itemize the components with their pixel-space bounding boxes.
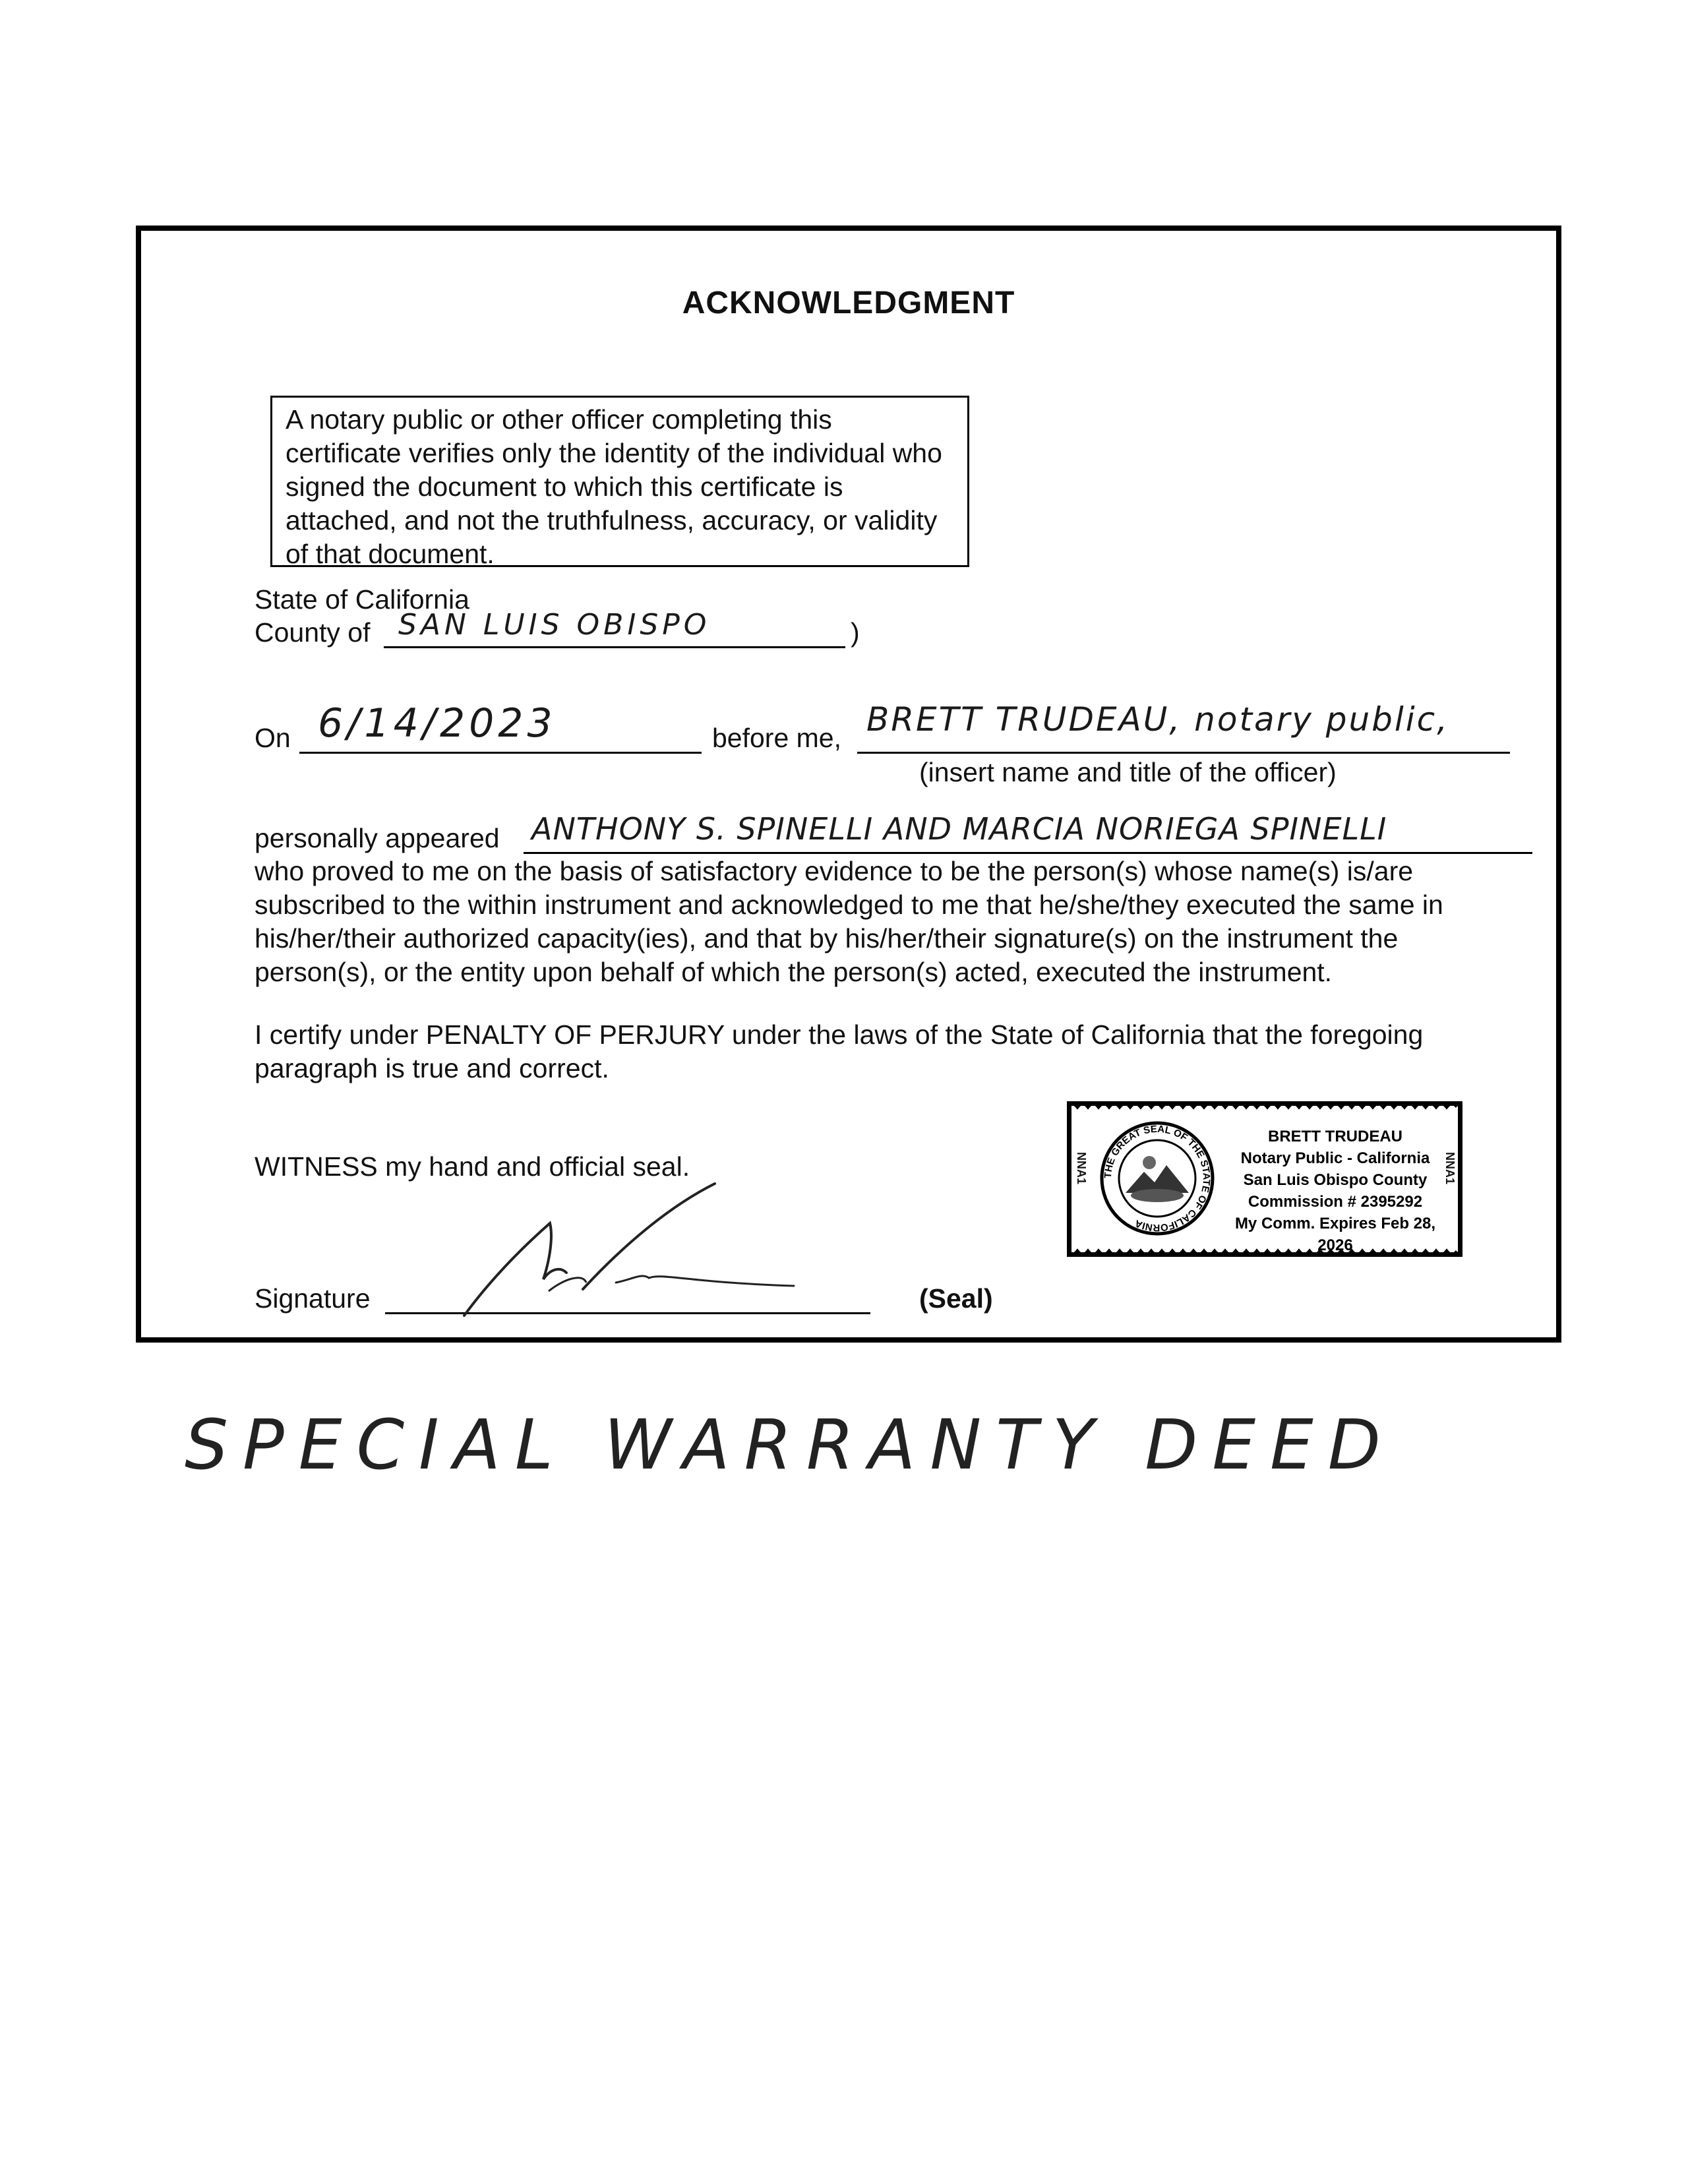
perjury-paragraph: I certify under PENALTY OF PERJURY under the laws of the State of California that the foregoing paragraph is true and correct. — [255, 1019, 1424, 1083]
notary-stamp — [1067, 1101, 1462, 1257]
before-me-label: before me, — [712, 723, 841, 753]
on-label: On — [255, 723, 291, 753]
signature-label: Signature — [255, 1283, 371, 1314]
disclaimer-box: A notary public or other officer completing this certificate verifies only the identity of the individual who signed the document to which this certificate is attached, and not the truthfulness, accuracy, or validity of that document. — [270, 396, 969, 567]
svg-text:THE GREAT SEAL OF THE STATE OF: THE GREAT SEAL OF THE STATE OF CALIFORNIA — [1102, 1123, 1213, 1234]
handwritten-signature — [451, 1174, 820, 1325]
stamp-line-4: My Comm. Expires Feb 28, 2026 — [1234, 1215, 1436, 1254]
seal-label: (Seal) — [919, 1283, 993, 1314]
form-title: ACKNOWLEDGMENT — [682, 286, 1015, 320]
county-handwritten: SAN LUIS OBISPO — [398, 608, 711, 642]
appeared-line — [524, 852, 1532, 854]
county-close-paren: ) — [851, 617, 860, 648]
officer-hint: (insert name and title of the officer) — [919, 757, 1337, 787]
stamp-line-3: Commission # 2395292 — [1248, 1193, 1423, 1211]
county-label: County of — [255, 617, 371, 648]
stamp-line-1: Notary Public - California — [1240, 1149, 1430, 1167]
appeared-handwritten: ANTHONY S. SPINELLI AND MARCIA NORIEGA SPINELLI — [531, 811, 1387, 847]
handwritten-note: SPECIAL WARRANTY DEED — [185, 1405, 1395, 1485]
state-seal — [1098, 1119, 1217, 1238]
officer-line — [857, 752, 1510, 754]
stamp-name: BRETT TRUDEAU — [1268, 1128, 1402, 1145]
date-line — [299, 752, 702, 754]
body-paragraph: who proved to me on the basis of satisfactory evidence to be the person(s) whose name(s) is/are subscribed to the within instrument and acknowledged to me that he/she/they executed the same in his/her/their authorized capacity(ies), and that by his/her/their signature(s) on the instrument the person(s), or the entity upon behalf of which the person(s) acted, executed the instrument. — [255, 856, 1443, 987]
stamp-line-2: San Luis Obispo County — [1243, 1171, 1428, 1189]
date-handwritten: 6/14/2023 — [318, 700, 557, 746]
stamp-side-mark-right: NNA1 — [1443, 1152, 1457, 1185]
county-line — [384, 646, 845, 648]
appeared-label: personally appeared — [255, 823, 500, 853]
witness-text: WITNESS my hand and official seal. — [255, 1151, 690, 1182]
acknowledgment-form — [136, 226, 1561, 1343]
stamp-text — [1217, 1126, 1454, 1256]
officer-handwritten: BRETT TRUDEAU, notary public, — [866, 700, 1450, 739]
stamp-side-mark-left: NNA1 — [1075, 1152, 1088, 1185]
state-label: State of California — [255, 584, 469, 615]
